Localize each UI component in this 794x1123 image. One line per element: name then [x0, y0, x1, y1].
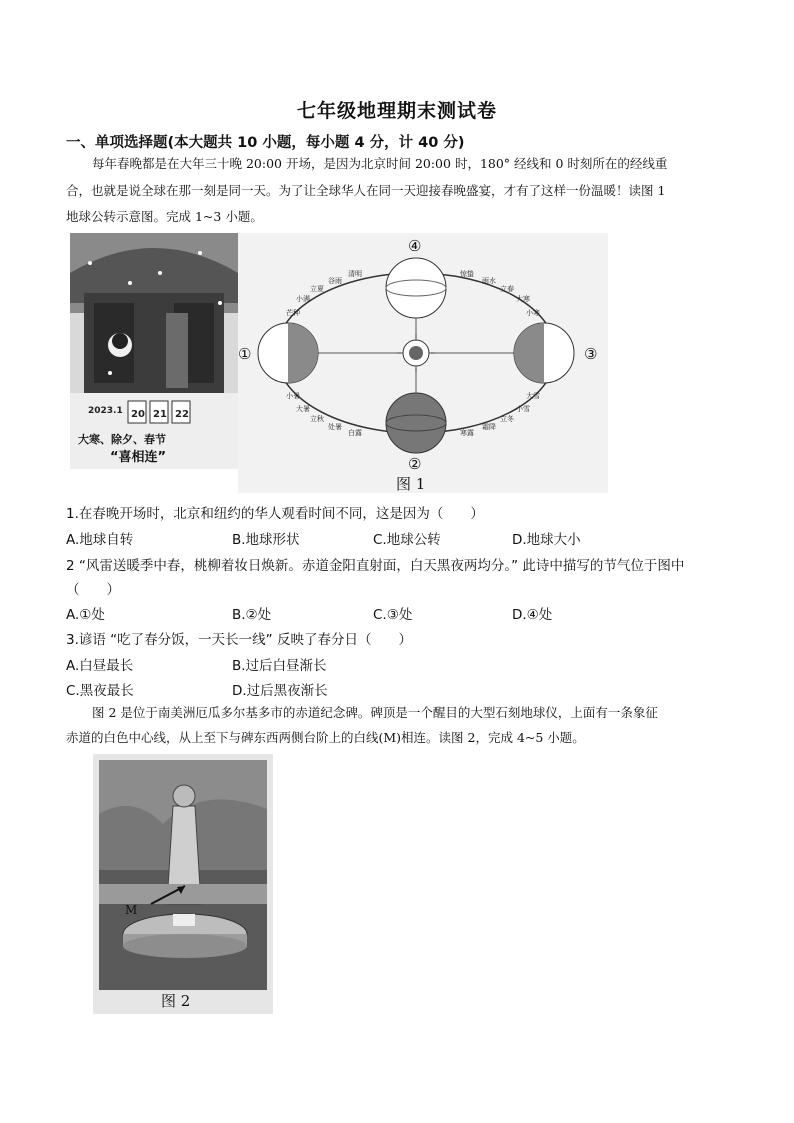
figure-caption: 图 1 — [396, 475, 426, 493]
solar-term: 大雪 — [526, 392, 540, 400]
solar-term: 立春 — [500, 285, 514, 293]
question-3-option-b[interactable]: B.过后白昼渐长 — [232, 658, 327, 674]
question-2-option-c[interactable]: C.③处 — [373, 607, 413, 623]
earth-orbit-diagram — [238, 233, 608, 493]
question-2-option-a[interactable]: A.①处 — [66, 607, 105, 623]
poster-caption: 大寒、除夕、春节 — [78, 433, 166, 446]
solar-term: 小雪 — [516, 405, 530, 413]
solar-term: 立夏 — [310, 285, 324, 293]
position-label: ① — [238, 345, 252, 363]
question-3-option-a[interactable]: A.白昼最长 — [66, 658, 134, 674]
solar-term: 立冬 — [500, 415, 514, 423]
position-label: ③ — [584, 345, 598, 363]
solar-term: 雨水 — [482, 277, 496, 285]
solar-term: 处暑 — [328, 423, 342, 431]
section-heading: 一、单项选择题(本大题共 10 小题，每小题 4 分，计 40 分) — [66, 135, 465, 151]
question-1-stem: 1.在春晚开场时，北京和纽约的华人观看时间不同，这是因为（ ） — [66, 506, 484, 522]
poster-day: 22 — [175, 409, 189, 420]
solar-term: 小满 — [296, 295, 310, 303]
solar-term: 白露 — [348, 429, 362, 437]
label-m: M — [125, 903, 138, 917]
intro-line: 合，也就是说全球在那一刻是同一天。为了让全球华人在同一天迎接春晚盛宴，才有了这样一份温暖！读图 1 — [66, 183, 666, 198]
question-2-stem: 2 “风雷送暖季中春，桃柳着妆日焕新。赤道金阳直射面，白天黑夜两均分。” 此诗中描写的节气位于图中 — [66, 558, 685, 574]
solar-term: 惊蛰 — [460, 270, 474, 278]
question-2-option-b[interactable]: B.②处 — [232, 607, 272, 623]
earth-position-1 — [238, 323, 318, 383]
question-2-option-d[interactable]: D.④处 — [512, 607, 553, 623]
poster-day: 21 — [153, 409, 167, 420]
solar-term: 霜降 — [482, 423, 496, 431]
solar-term: 清明 — [348, 270, 362, 278]
intro-line: 地球公转示意图。完成 1~3 小题。 — [66, 209, 263, 224]
poster-day: 20 — [131, 409, 145, 420]
intro-line: 图 2 是位于南美洲厄瓜多尔基多市的赤道纪念碑。碑顶是一个醒目的大型石刻地球仪，上面有一条象征 — [92, 705, 658, 720]
question-1-option-d[interactable]: D.地球大小 — [512, 532, 581, 548]
festival-poster-image — [70, 233, 238, 469]
solar-term: 小寒 — [526, 309, 540, 317]
solar-term: 谷雨 — [328, 277, 342, 285]
question-1-option-b[interactable]: B.地球形状 — [232, 532, 300, 548]
solar-term: 寒露 — [460, 429, 474, 437]
figure-caption: 图 2 — [161, 992, 191, 1010]
earth-position-3 — [514, 323, 597, 383]
intro-line: 赤道的白色中心线，从上至下与碑东西两侧台阶上的白线(M)相连。读图 2，完成 4~5 小题。 — [66, 730, 585, 745]
earth-position-4 — [386, 237, 446, 318]
equator-monument-photo — [93, 754, 273, 1014]
poster-caption: “喜相连” — [110, 450, 167, 465]
solar-term: 芒种 — [286, 309, 300, 317]
position-label: ④ — [408, 237, 422, 255]
page-title: 七年级地理期末测试卷 — [296, 100, 497, 122]
solar-term: 大寒 — [516, 295, 530, 303]
question-3-option-c[interactable]: C.黑夜最长 — [66, 683, 134, 699]
question-3-stem: 3.谚语 “吃了春分饭，一天长一线” 反映了春分日（ ） — [66, 632, 412, 648]
position-label: ② — [408, 455, 422, 473]
solar-term: 立秋 — [310, 415, 324, 423]
question-1-option-a[interactable]: A.地球自转 — [66, 532, 134, 548]
question-1-option-c[interactable]: C.地球公转 — [373, 532, 441, 548]
solar-term: 小暑 — [286, 392, 300, 400]
question-3-option-d[interactable]: D.过后黑夜渐长 — [232, 683, 328, 699]
solar-term: 大暑 — [296, 405, 310, 413]
question-2-stem-cont: （ ） — [66, 582, 120, 598]
poster-date: 2023.1 — [88, 406, 123, 416]
intro-line: 每年春晚都是在大年三十晚 20:00 开场，是因为北京时间 20:00 时，180° 经线和 0 时刻所在的经线重 — [92, 156, 668, 171]
earth-position-2 — [386, 393, 446, 473]
